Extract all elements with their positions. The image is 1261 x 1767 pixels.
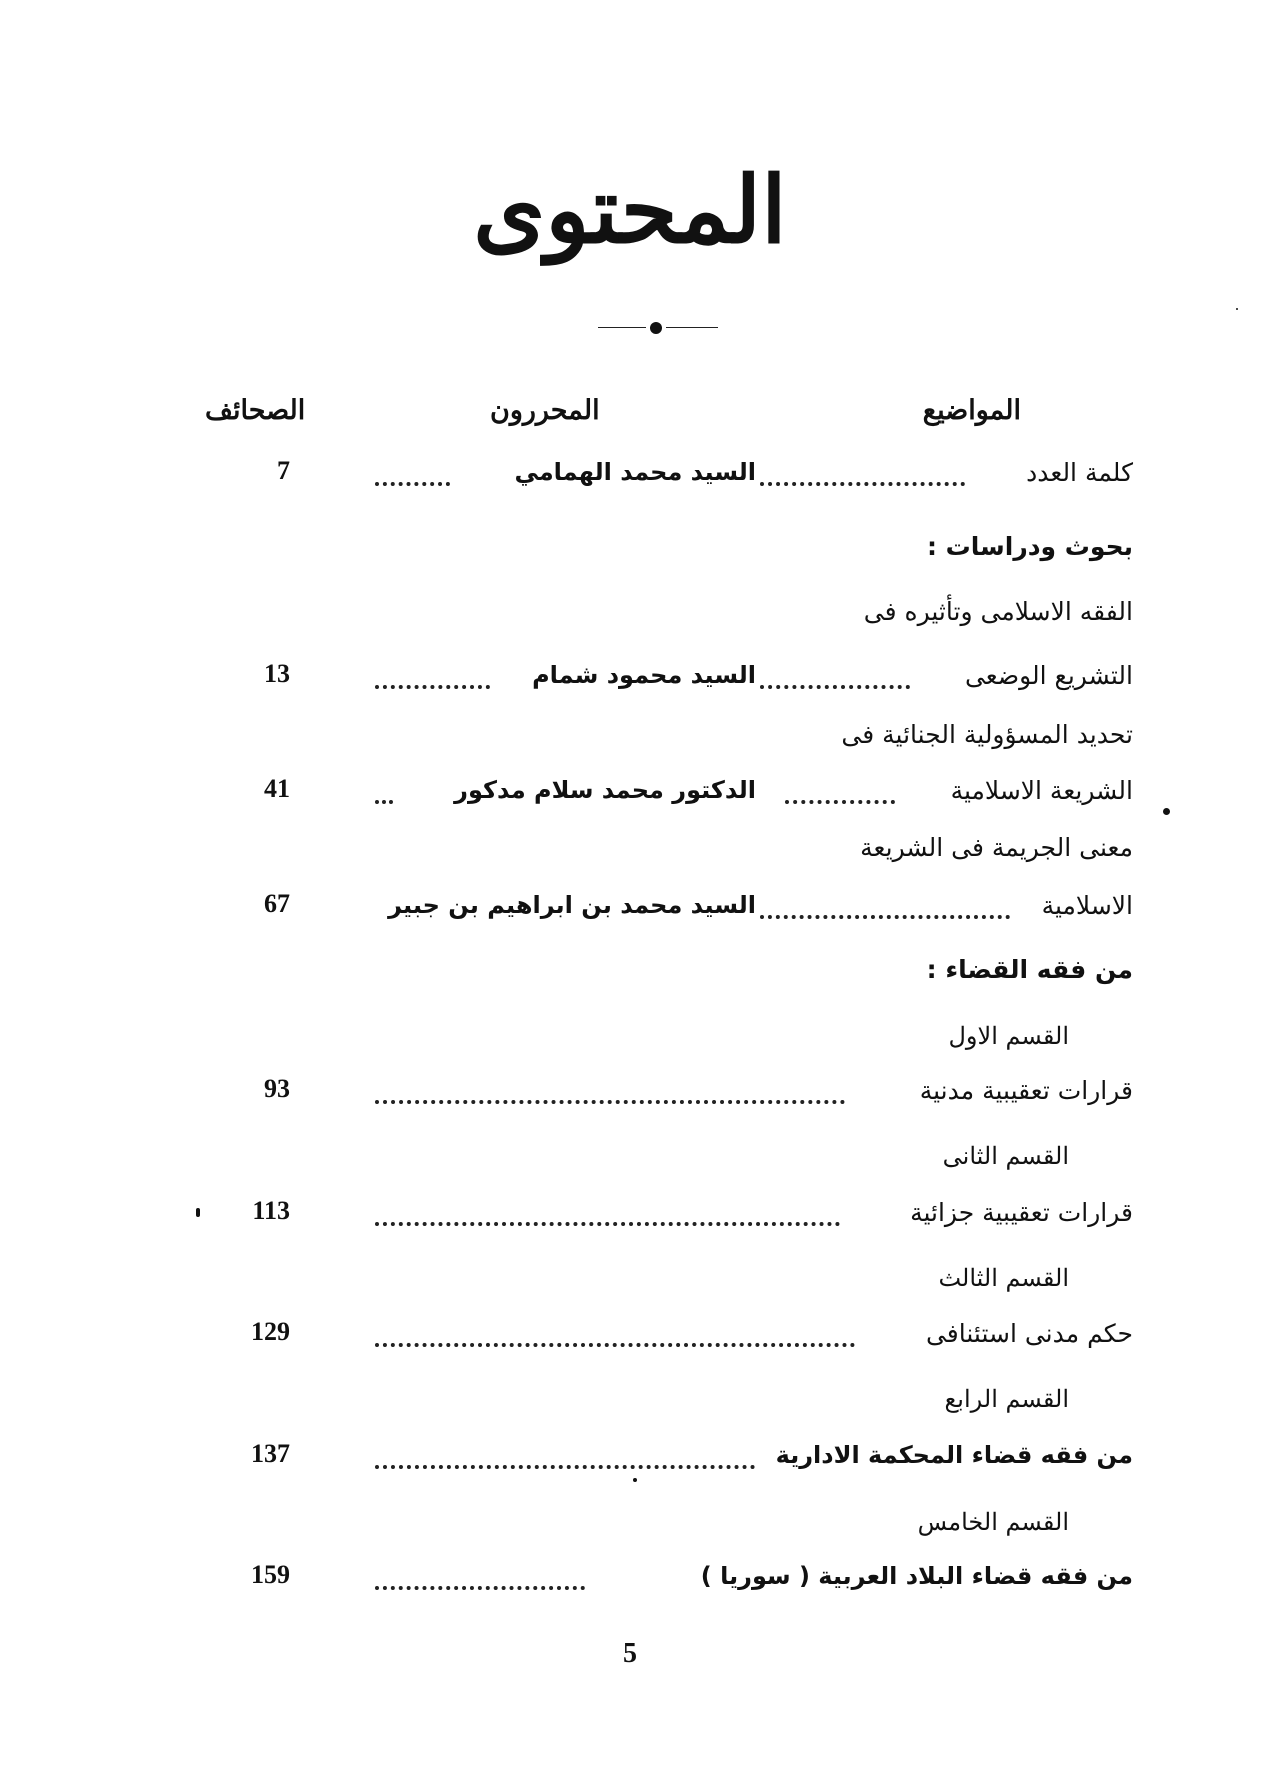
dot-leader xyxy=(760,482,965,486)
dot-leader xyxy=(375,685,490,689)
entry-topic: التشريع الوضعى xyxy=(964,661,1133,690)
entry-topic: حكم مدنى استئنافى xyxy=(925,1319,1133,1348)
dot-leader xyxy=(375,1222,840,1226)
dot-leader xyxy=(375,1343,855,1347)
header-pages: الصحائف xyxy=(205,395,306,426)
toc-entry xyxy=(0,1070,1261,1120)
scan-speck xyxy=(1236,308,1238,310)
dot-leader xyxy=(375,1586,585,1590)
header-topics: المواضيع xyxy=(922,395,1021,426)
entry-author: السيد محمود شمام xyxy=(532,661,756,689)
entry-page: 13 xyxy=(264,659,290,688)
part-label: القسم الثانى xyxy=(942,1142,1069,1170)
dot-leader xyxy=(760,915,1010,919)
entry-topic: قرارات تعقيبية جزائية xyxy=(910,1198,1133,1227)
dot-leader xyxy=(760,685,910,689)
entry-page: 137 xyxy=(251,1439,290,1468)
toc-entry xyxy=(0,655,1261,705)
part-label: القسم الخامس xyxy=(917,1508,1069,1536)
dot-leader xyxy=(375,1100,845,1104)
title-ornament xyxy=(598,322,718,332)
scan-speck xyxy=(633,1478,637,1482)
entry-topic: الاسلامية xyxy=(1041,891,1133,920)
scan-speck xyxy=(196,1208,200,1217)
entry-page: 67 xyxy=(264,889,290,918)
entry-topic: قرارات تعقيبية مدنية xyxy=(919,1076,1133,1105)
entry-page: 7 xyxy=(277,456,290,485)
dot-leader xyxy=(375,800,393,804)
entry-topic: من فقه قضاء البلاد العربية ( سوريا ) xyxy=(700,1562,1133,1590)
toc-entry xyxy=(0,1192,1261,1242)
entry-topic: من فقه قضاء المحكمة الادارية xyxy=(775,1441,1133,1469)
toc-entry xyxy=(0,770,1261,820)
part-label: القسم الثالث xyxy=(938,1264,1069,1292)
toc-entry xyxy=(0,1435,1261,1485)
section-heading: بحوث ودراسات : xyxy=(926,532,1133,561)
entry-page: 93 xyxy=(264,1074,290,1103)
toc-entry xyxy=(0,885,1261,935)
entry-page: 129 xyxy=(251,1317,290,1346)
entry-topic: الشريعة الاسلامية xyxy=(950,776,1133,805)
entry-topic-line: تحديد المسؤولية الجنائية فى xyxy=(841,720,1133,749)
entry-page: 159 xyxy=(251,1560,290,1589)
toc-entry xyxy=(0,452,1261,502)
entry-author: الدكتور محمد سلام مدكور xyxy=(454,776,756,804)
scan-speck xyxy=(1163,808,1170,815)
entry-author: السيد محمد بن ابراهيم بن جبير xyxy=(388,891,756,919)
dot-leader xyxy=(785,800,895,804)
entry-page: 41 xyxy=(264,774,290,803)
toc-entry xyxy=(0,1556,1261,1606)
entry-topic: كلمة العدد xyxy=(1026,458,1133,487)
page-number: 5 xyxy=(623,1638,637,1669)
page-title: المحتوى xyxy=(473,156,787,264)
entry-topic-line: الفقه الاسلامى وتأثيره فى xyxy=(863,597,1133,626)
entry-author: السيد محمد الهمامي xyxy=(514,458,756,486)
header-editors: المحررون xyxy=(490,395,600,426)
dot-leader xyxy=(375,482,450,486)
section-heading: من فقه القضاء : xyxy=(926,955,1133,984)
part-label: القسم الرابع xyxy=(944,1385,1069,1413)
toc-entry xyxy=(0,1313,1261,1363)
dot-leader xyxy=(375,1465,755,1469)
part-label: القسم الاول xyxy=(948,1022,1069,1050)
entry-page: 113 xyxy=(252,1196,290,1225)
entry-topic-line: معنى الجريمة فى الشريعة xyxy=(860,833,1133,862)
